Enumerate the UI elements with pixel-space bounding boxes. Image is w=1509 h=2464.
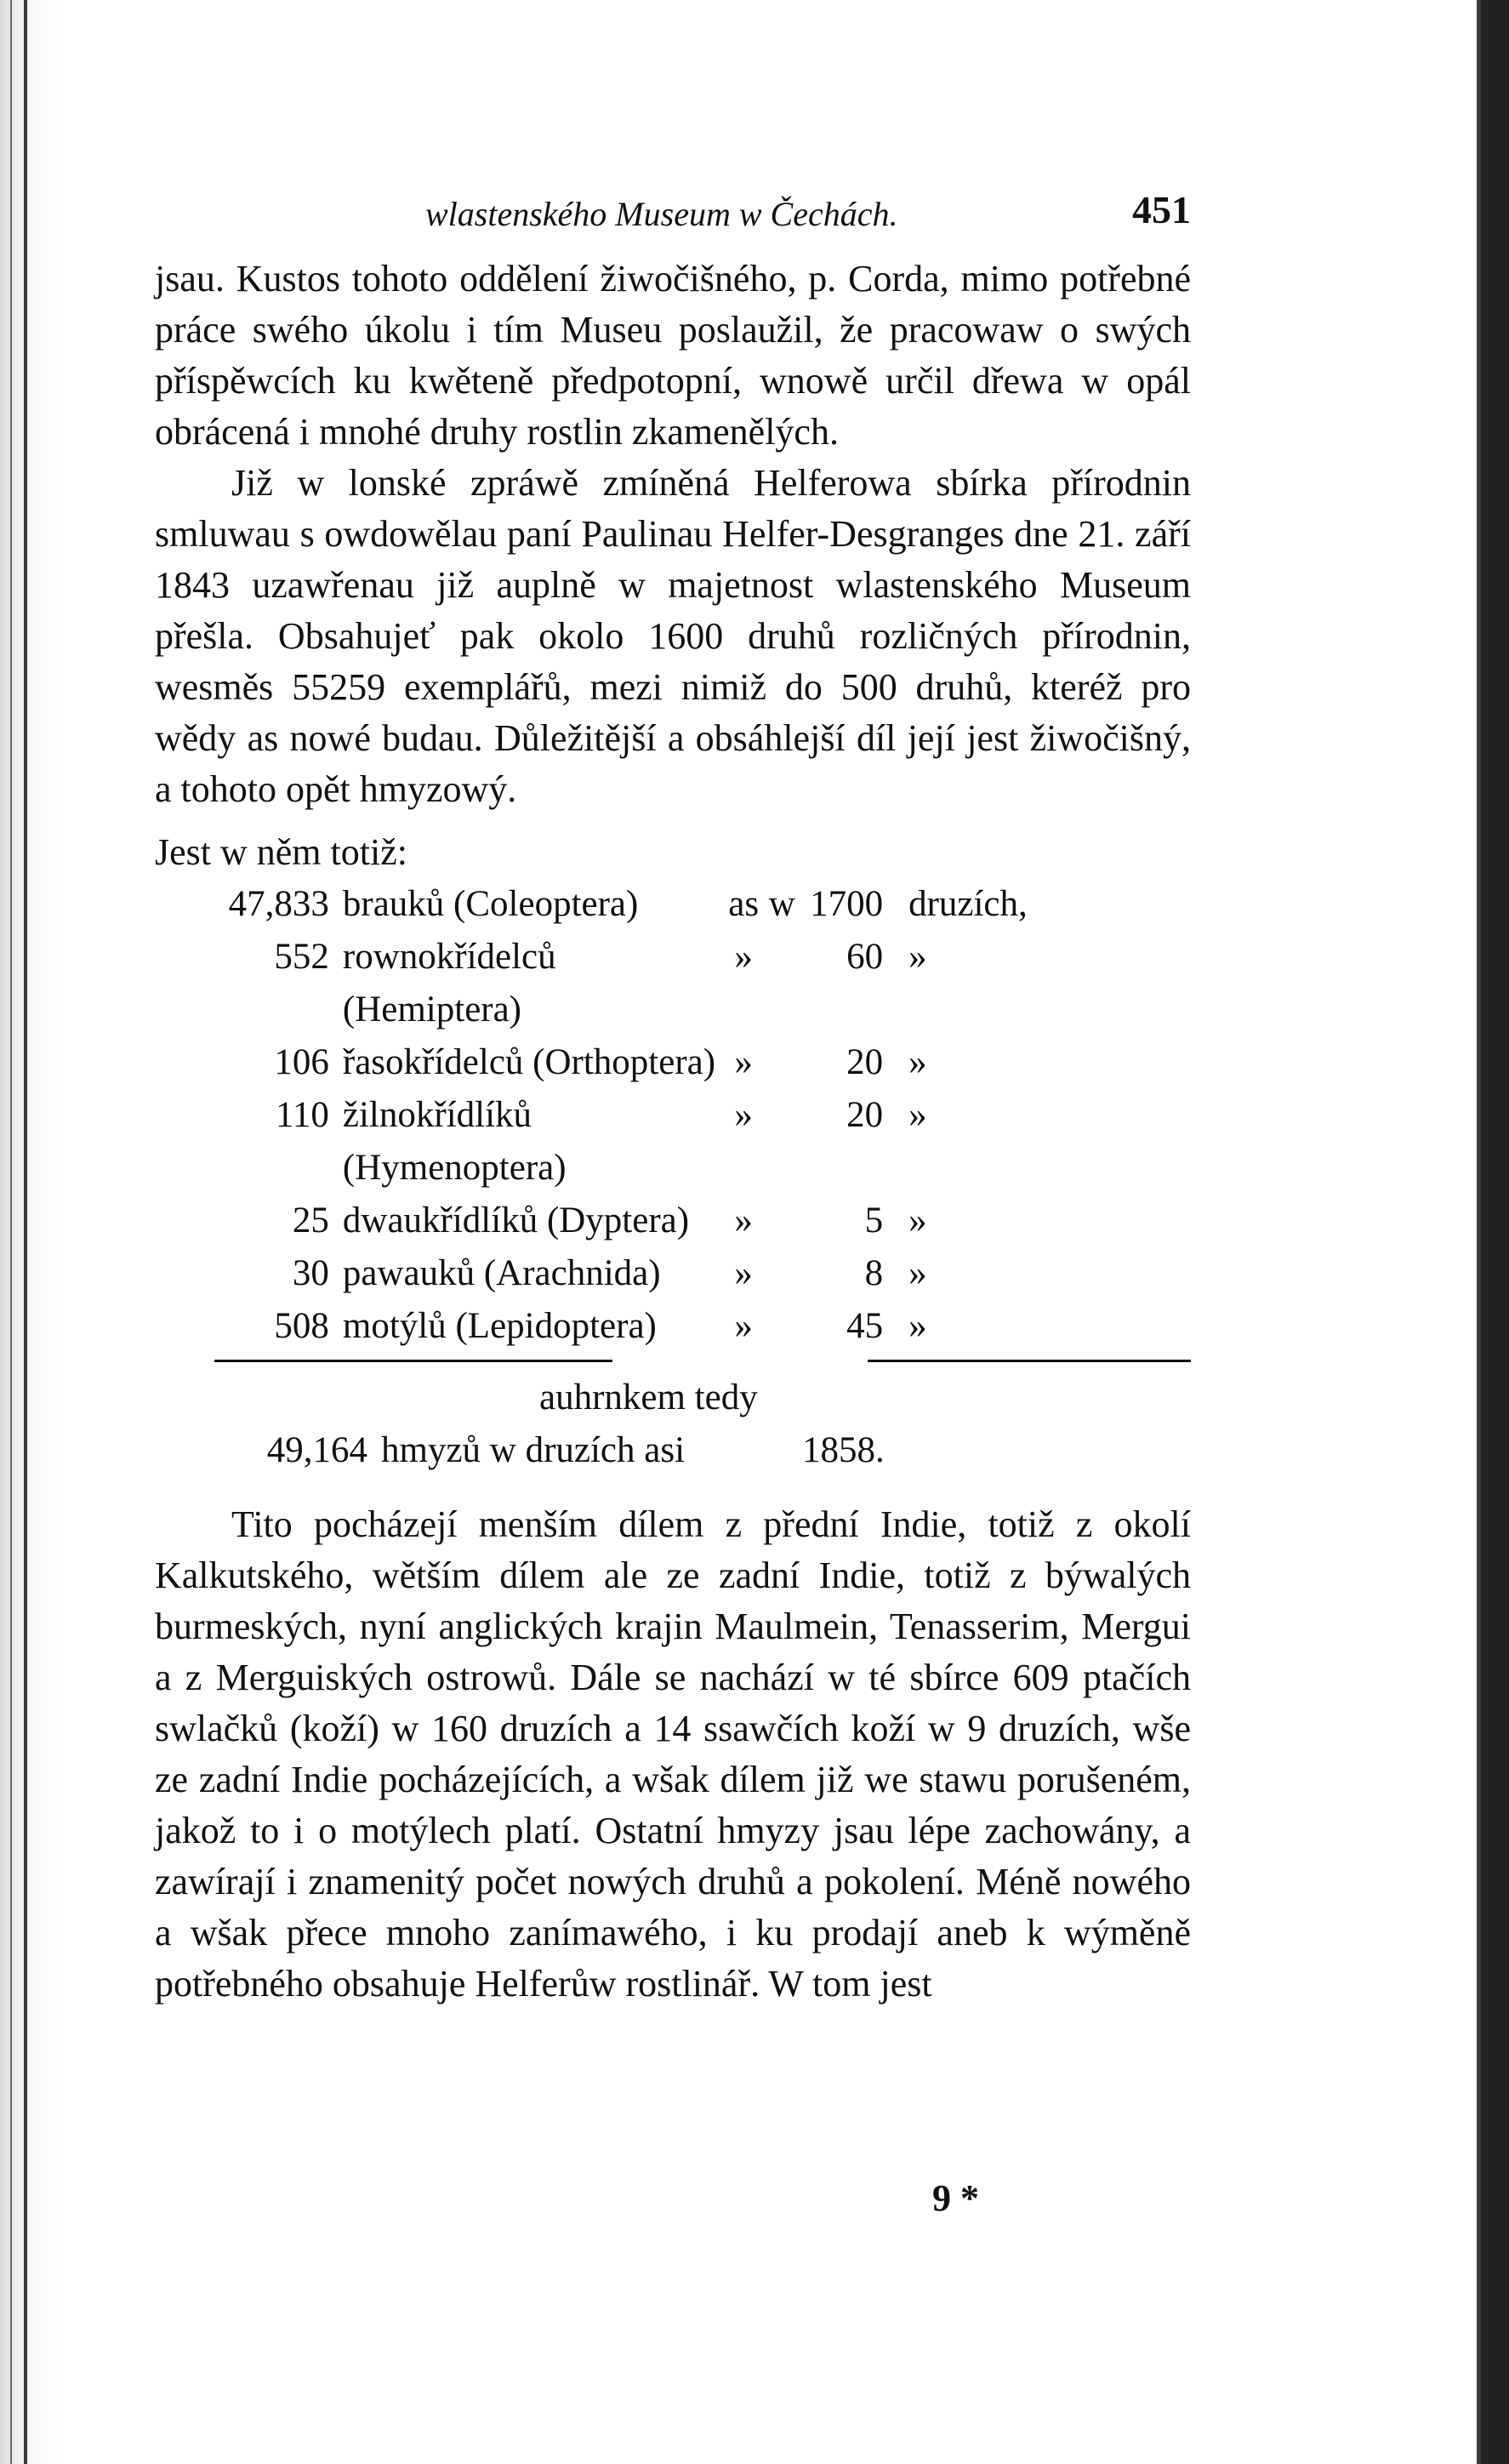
species-count: 1700 <box>810 884 884 924</box>
insect-group: brauků (Coleoptera) <box>342 884 639 924</box>
species-count: 8 <box>864 1253 884 1293</box>
insect-table <box>155 878 1048 1353</box>
table-row <box>155 1195 1048 1247</box>
insect-group: řasokřídelců (Orthoptera) <box>342 1042 716 1082</box>
right-scan-margin <box>1481 0 1509 2464</box>
col-tail: » <box>908 1042 927 1082</box>
insect-group: pawauků (Arachnida) <box>342 1253 661 1293</box>
col-as: as <box>728 884 760 924</box>
table-row <box>155 1300 1048 1353</box>
insect-group: žilnokřídlíků (Hymenoptera) <box>342 1095 567 1188</box>
col-as: » <box>734 1042 753 1082</box>
running-title: wlastenského Museum w Čechách. <box>425 195 898 233</box>
signature-mark: 9 * <box>932 2177 979 2219</box>
specimen-count: 110 <box>275 1095 329 1135</box>
table-row <box>155 1036 1048 1089</box>
col-as: » <box>734 1095 753 1135</box>
col-tail: » <box>908 1201 927 1241</box>
binding-edge <box>24 0 27 2464</box>
page-content <box>155 188 1191 2010</box>
binding-line <box>10 0 12 2464</box>
sum-rule-left <box>214 1360 612 1362</box>
species-count: 20 <box>846 1095 884 1135</box>
col-as: » <box>734 1306 753 1346</box>
species-count: 60 <box>846 937 884 977</box>
specimen-count: 47,833 <box>228 884 329 924</box>
species-count: 45 <box>846 1306 884 1346</box>
col-tail: » <box>908 1306 927 1346</box>
col-w: w <box>768 884 795 924</box>
list-intro: Jest w něm totiž: <box>155 831 407 873</box>
sum-count: 49,164 <box>266 1430 367 1470</box>
paragraph-helfer-collection: Již w lonské zpráwě zmíněná Helferowa sbírka přírodnin smluwau s owdowělau paní Paulinau Helfer-Desgranges dne 21. září 1843 uzawřenau již auplně w majetnost wlastenského Museum přešla. Obsahujeť pak okolo 1600 druhů rozličných přírodnin, wesměs 55259 exemplářů, mezi nimiž do 500 druhů, kteréž pro wědy as nowé budau. Důležitější a obsáhlejší díl její jest žiwočišný, a tohoto opět hmyzowý. <box>155 462 1191 810</box>
table-row <box>155 1247 1048 1300</box>
insect-group: rownokřídelců (Hemiptera) <box>342 937 556 1030</box>
col-tail: » <box>908 1253 927 1293</box>
species-count: 5 <box>864 1201 884 1241</box>
page-number: 451 <box>1132 188 1191 231</box>
sum-name: hmyzů w druzích asi <box>381 1430 686 1470</box>
insect-group: dwaukřídlíků (Dyptera) <box>342 1201 690 1241</box>
sum-row <box>155 1424 1191 1477</box>
paragraph-origin: Tito pocházejí menším dílem z přední Indie, totiž z okolí Kalkutského, wětším dílem ale ze zadní Indie, totiž z býwalých burmeských, nyní anglických krajin Maulmein, Tenasserim, Mergui a z Merguiských ostrowů. Dále se nachází w té sbírce 609 ptačích swlačků (koží) w 160 druzích a 14 ssawčích koží w 9 druzích, wše ze zadní Indie pocházejících, a wšak dílem již we stawu porušeném, jakož to i o motýlech platí. Ostatní hmyzy jsau lépe zachowány, a zawírají i znamenitý počet nowých druhů a pokolení. Méně nowého a wšak přece mnoho zanímawého, i ku prodají aneb k wýměně potřebného obsahuje Helferůw rostlinář. W tom jest <box>155 1503 1191 2005</box>
specimen-count: 106 <box>274 1042 329 1082</box>
sum-rules <box>155 1353 1191 1372</box>
col-tail: » <box>908 937 927 977</box>
specimen-count: 508 <box>274 1306 329 1346</box>
sum-label: auhrnkem tedy <box>539 1377 758 1417</box>
species-count: 20 <box>846 1042 884 1082</box>
table-row <box>155 878 1048 931</box>
page-edge-shadow <box>0 0 60 2464</box>
col-tail: » <box>908 1095 927 1135</box>
specimen-count: 30 <box>292 1253 329 1293</box>
specimen-count: 552 <box>274 937 329 977</box>
col-tail: druzích, <box>908 884 1028 924</box>
table-row <box>155 931 1048 1036</box>
table-row <box>155 1089 1048 1195</box>
specimen-count: 25 <box>292 1201 329 1241</box>
sum-total: 1858. <box>802 1430 885 1470</box>
insect-group: motýlů (Lepidoptera) <box>342 1306 657 1346</box>
sum-rule-right <box>868 1360 1191 1362</box>
running-head <box>155 188 1191 254</box>
col-as: » <box>734 1201 753 1241</box>
col-as: » <box>734 1253 753 1293</box>
col-as: » <box>734 937 753 977</box>
paragraph-corda: jsau. Kustos tohoto oddělení žiwočišného, p. Corda, mimo potřebné práce swého úkolu i tím Museu poslaužil, že pracowaw o swých příspěwcích ku kwěteně předpotopní, wnowě určil dřewa w opál obrácená i mnohé druhy rostlin zkamenělých. <box>155 258 1191 453</box>
